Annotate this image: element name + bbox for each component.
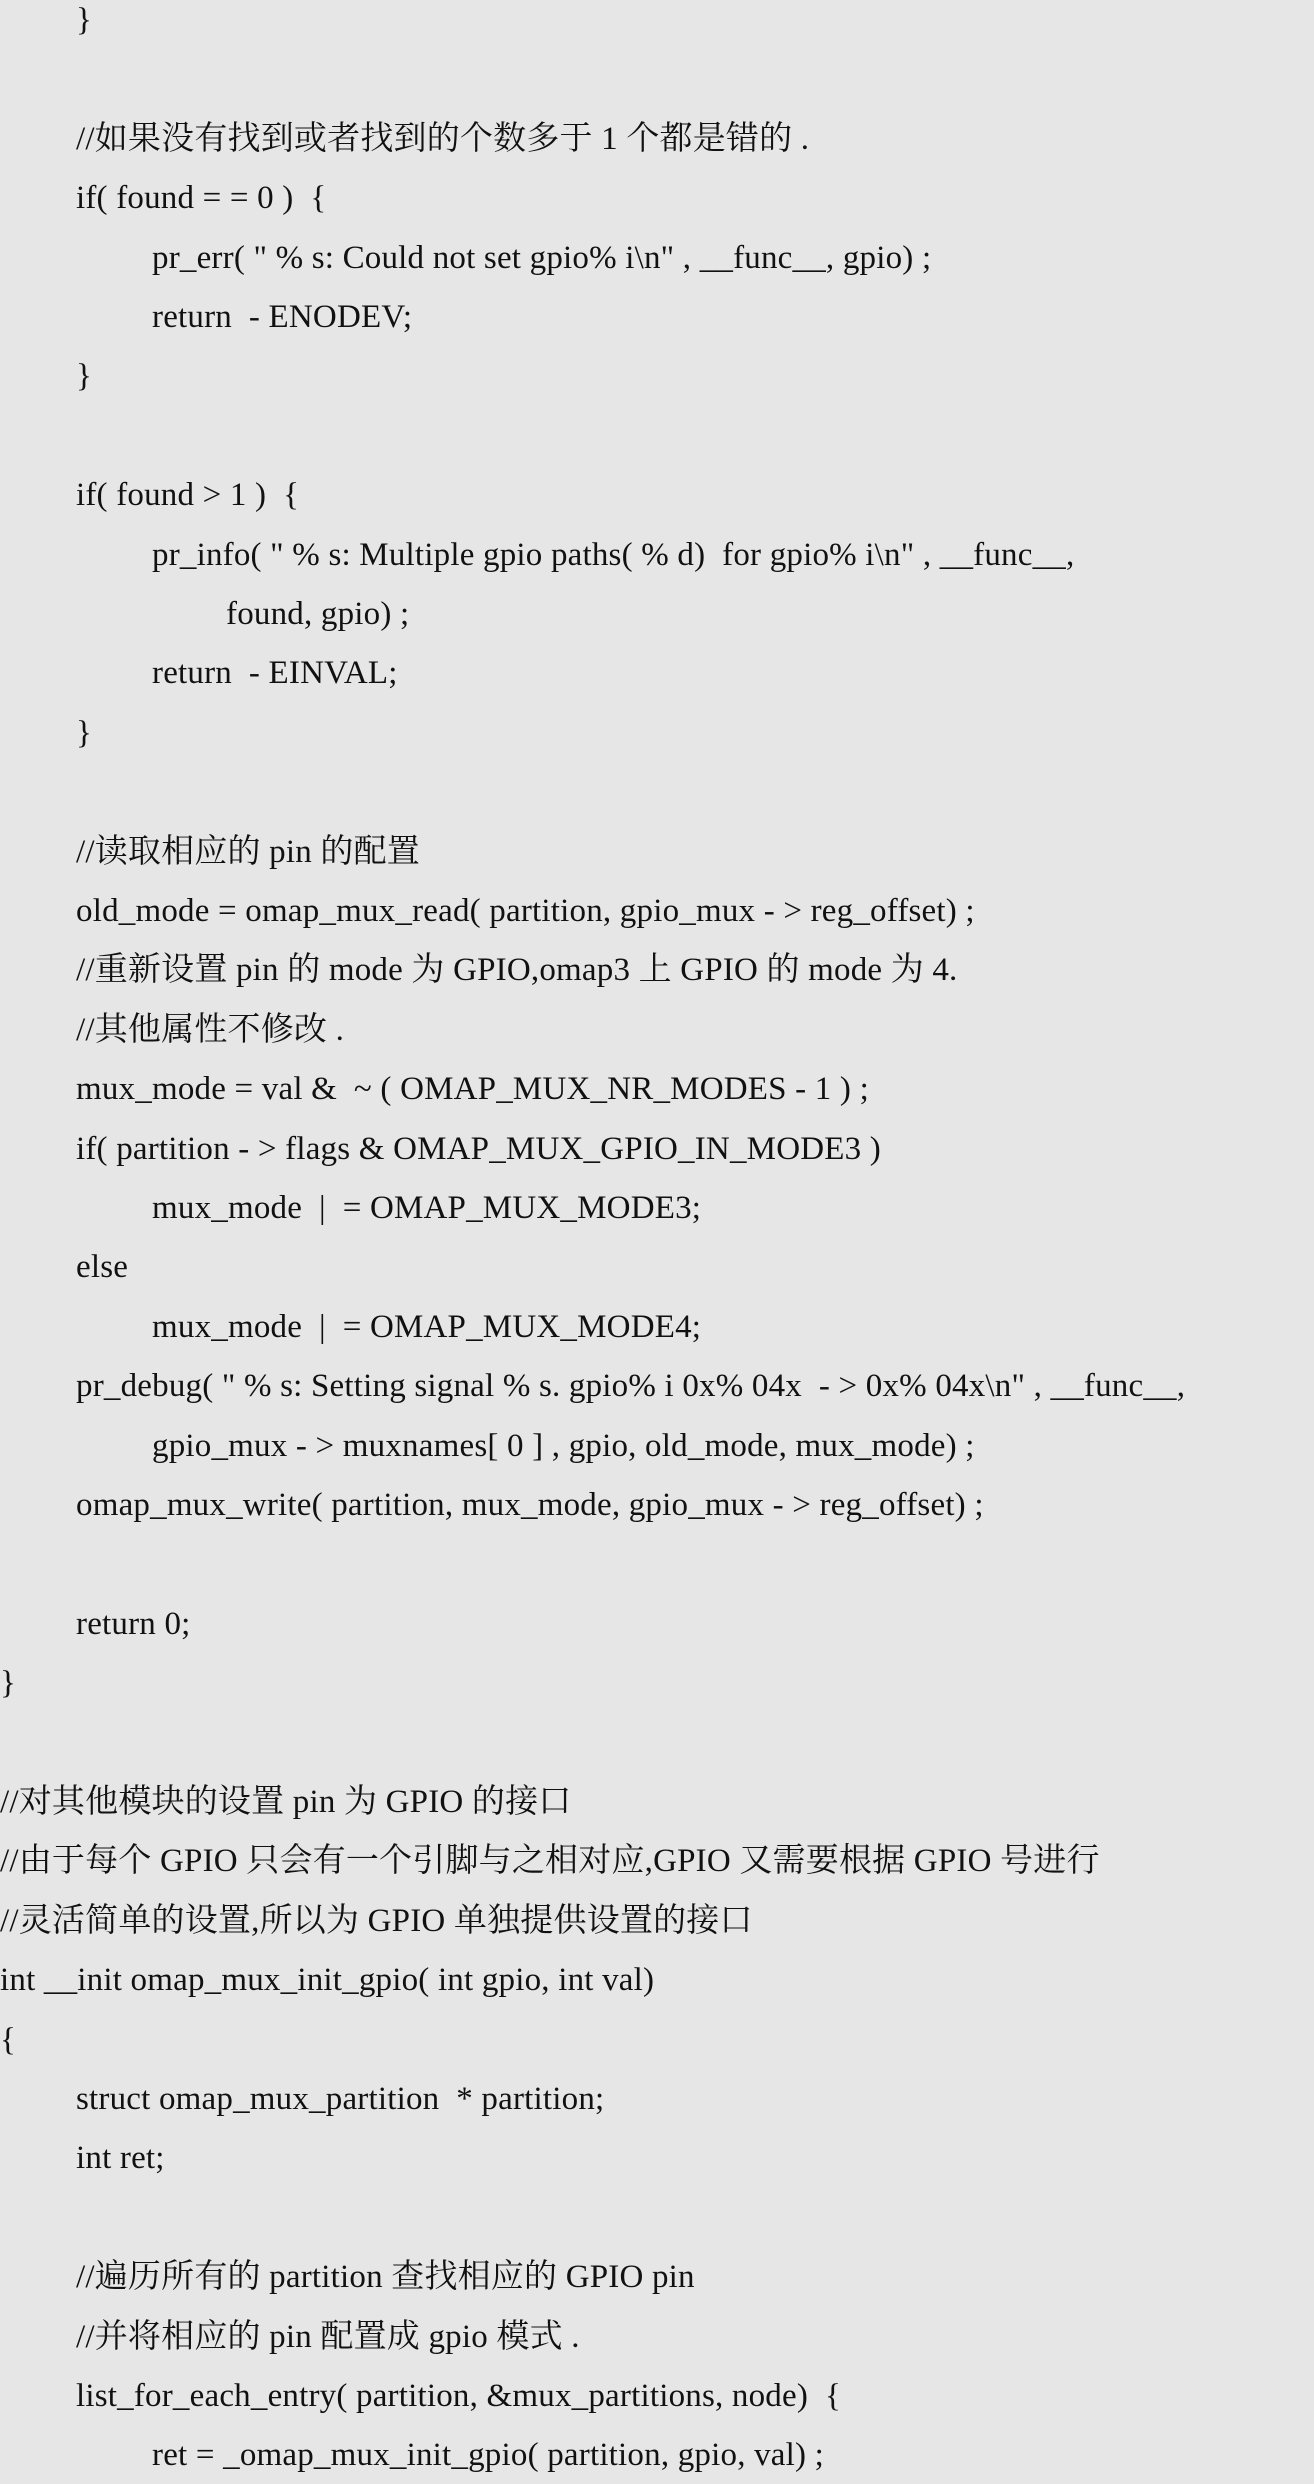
code-line: if( found = = 0 ) { <box>76 180 327 217</box>
code-line: return 0; <box>76 1605 191 1642</box>
code-comment-line: //重新设置 pin 的 mode 为 GPIO,omap3 上 GPIO 的 mode 为 4. <box>76 952 958 989</box>
code-line: omap_mux_write( partition, mux_mode, gpio_mux - > reg_offset) ; <box>76 1487 984 1523</box>
brace-line: } <box>76 358 93 395</box>
code-comment-line: //对其他模块的设置 pin 为 GPIO 的接口 <box>0 1784 572 1820</box>
code-line: int ret; <box>76 2140 165 2177</box>
code-line: if( found > 1 ) { <box>76 477 300 514</box>
code-comment-line: //读取相应的 pin 的配置 <box>76 833 421 870</box>
code-comment-line: //如果没有找到或者找到的个数多于 1 个都是错的 . <box>76 120 810 157</box>
code-line: if( partition - > flags & OMAP_MUX_GPIO_IN_MODE3 ) <box>76 1130 881 1167</box>
code-line: struct omap_mux_partition * partition; <box>76 2081 605 2117</box>
code-line: ret = _omap_mux_init_gpio( partition, gpio, val) ; <box>152 2437 825 2474</box>
code-line: pr_err( " % s: Could not set gpio% i\n" , __func__, gpio) ; <box>152 239 932 276</box>
code-line: return - EINVAL; <box>152 655 398 692</box>
code-line: mux_mode | = OMAP_MUX_MODE3; <box>152 1190 702 1226</box>
brace-line: } <box>0 1665 17 1702</box>
code-line: else <box>76 1249 129 1286</box>
code-comment-line: //其他属性不修改 . <box>76 1011 345 1048</box>
brace-line: { <box>0 2021 17 2058</box>
code-line: pr_info( " % s: Multiple gpio paths( % d) for gpio% i\n" , __func__, <box>152 536 1075 573</box>
code-line: found, gpio) ; <box>226 596 410 632</box>
brace-line: } <box>76 714 93 751</box>
code-comment-line: //并将相应的 pin 配置成 gpio 模式 . <box>76 2318 580 2355</box>
code-line: list_for_each_entry( partition, &mux_partitions, node) { <box>76 2378 841 2414</box>
code-comment-line: //灵活简单的设置,所以为 GPIO 单独提供设置的接口 <box>0 1902 753 1939</box>
code-line: old_mode = omap_mux_read( partition, gpio_mux - > reg_offset) ; <box>76 893 975 929</box>
code-line: mux_mode | = OMAP_MUX_MODE4; <box>152 1308 702 1345</box>
code-line: mux_mode = val & ~ ( OMAP_MUX_NR_MODES - 1 ) ; <box>76 1071 869 1108</box>
brace-line: } <box>76 2 93 38</box>
code-comment-line: //遍历所有的 partition 查找相应的 GPIO pin <box>76 2259 695 2296</box>
code-line: gpio_mux - > muxnames[ 0 ] , gpio, old_mode, mux_mode) ; <box>152 1427 975 1464</box>
code-line: return - ENODEV; <box>152 299 413 335</box>
code-comment-line: //由于每个 GPIO 只会有一个引脚与之相对应,GPIO 又需要根据 GPIO 号进行 <box>0 1843 1100 1880</box>
code-line: pr_debug( " % s: Setting signal % s. gpio% i 0x% 04x - > 0x% 04x\n" , __func__, <box>76 1368 1186 1405</box>
code-line: int __init omap_mux_init_gpio( int gpio, int val) <box>0 1962 655 1999</box>
